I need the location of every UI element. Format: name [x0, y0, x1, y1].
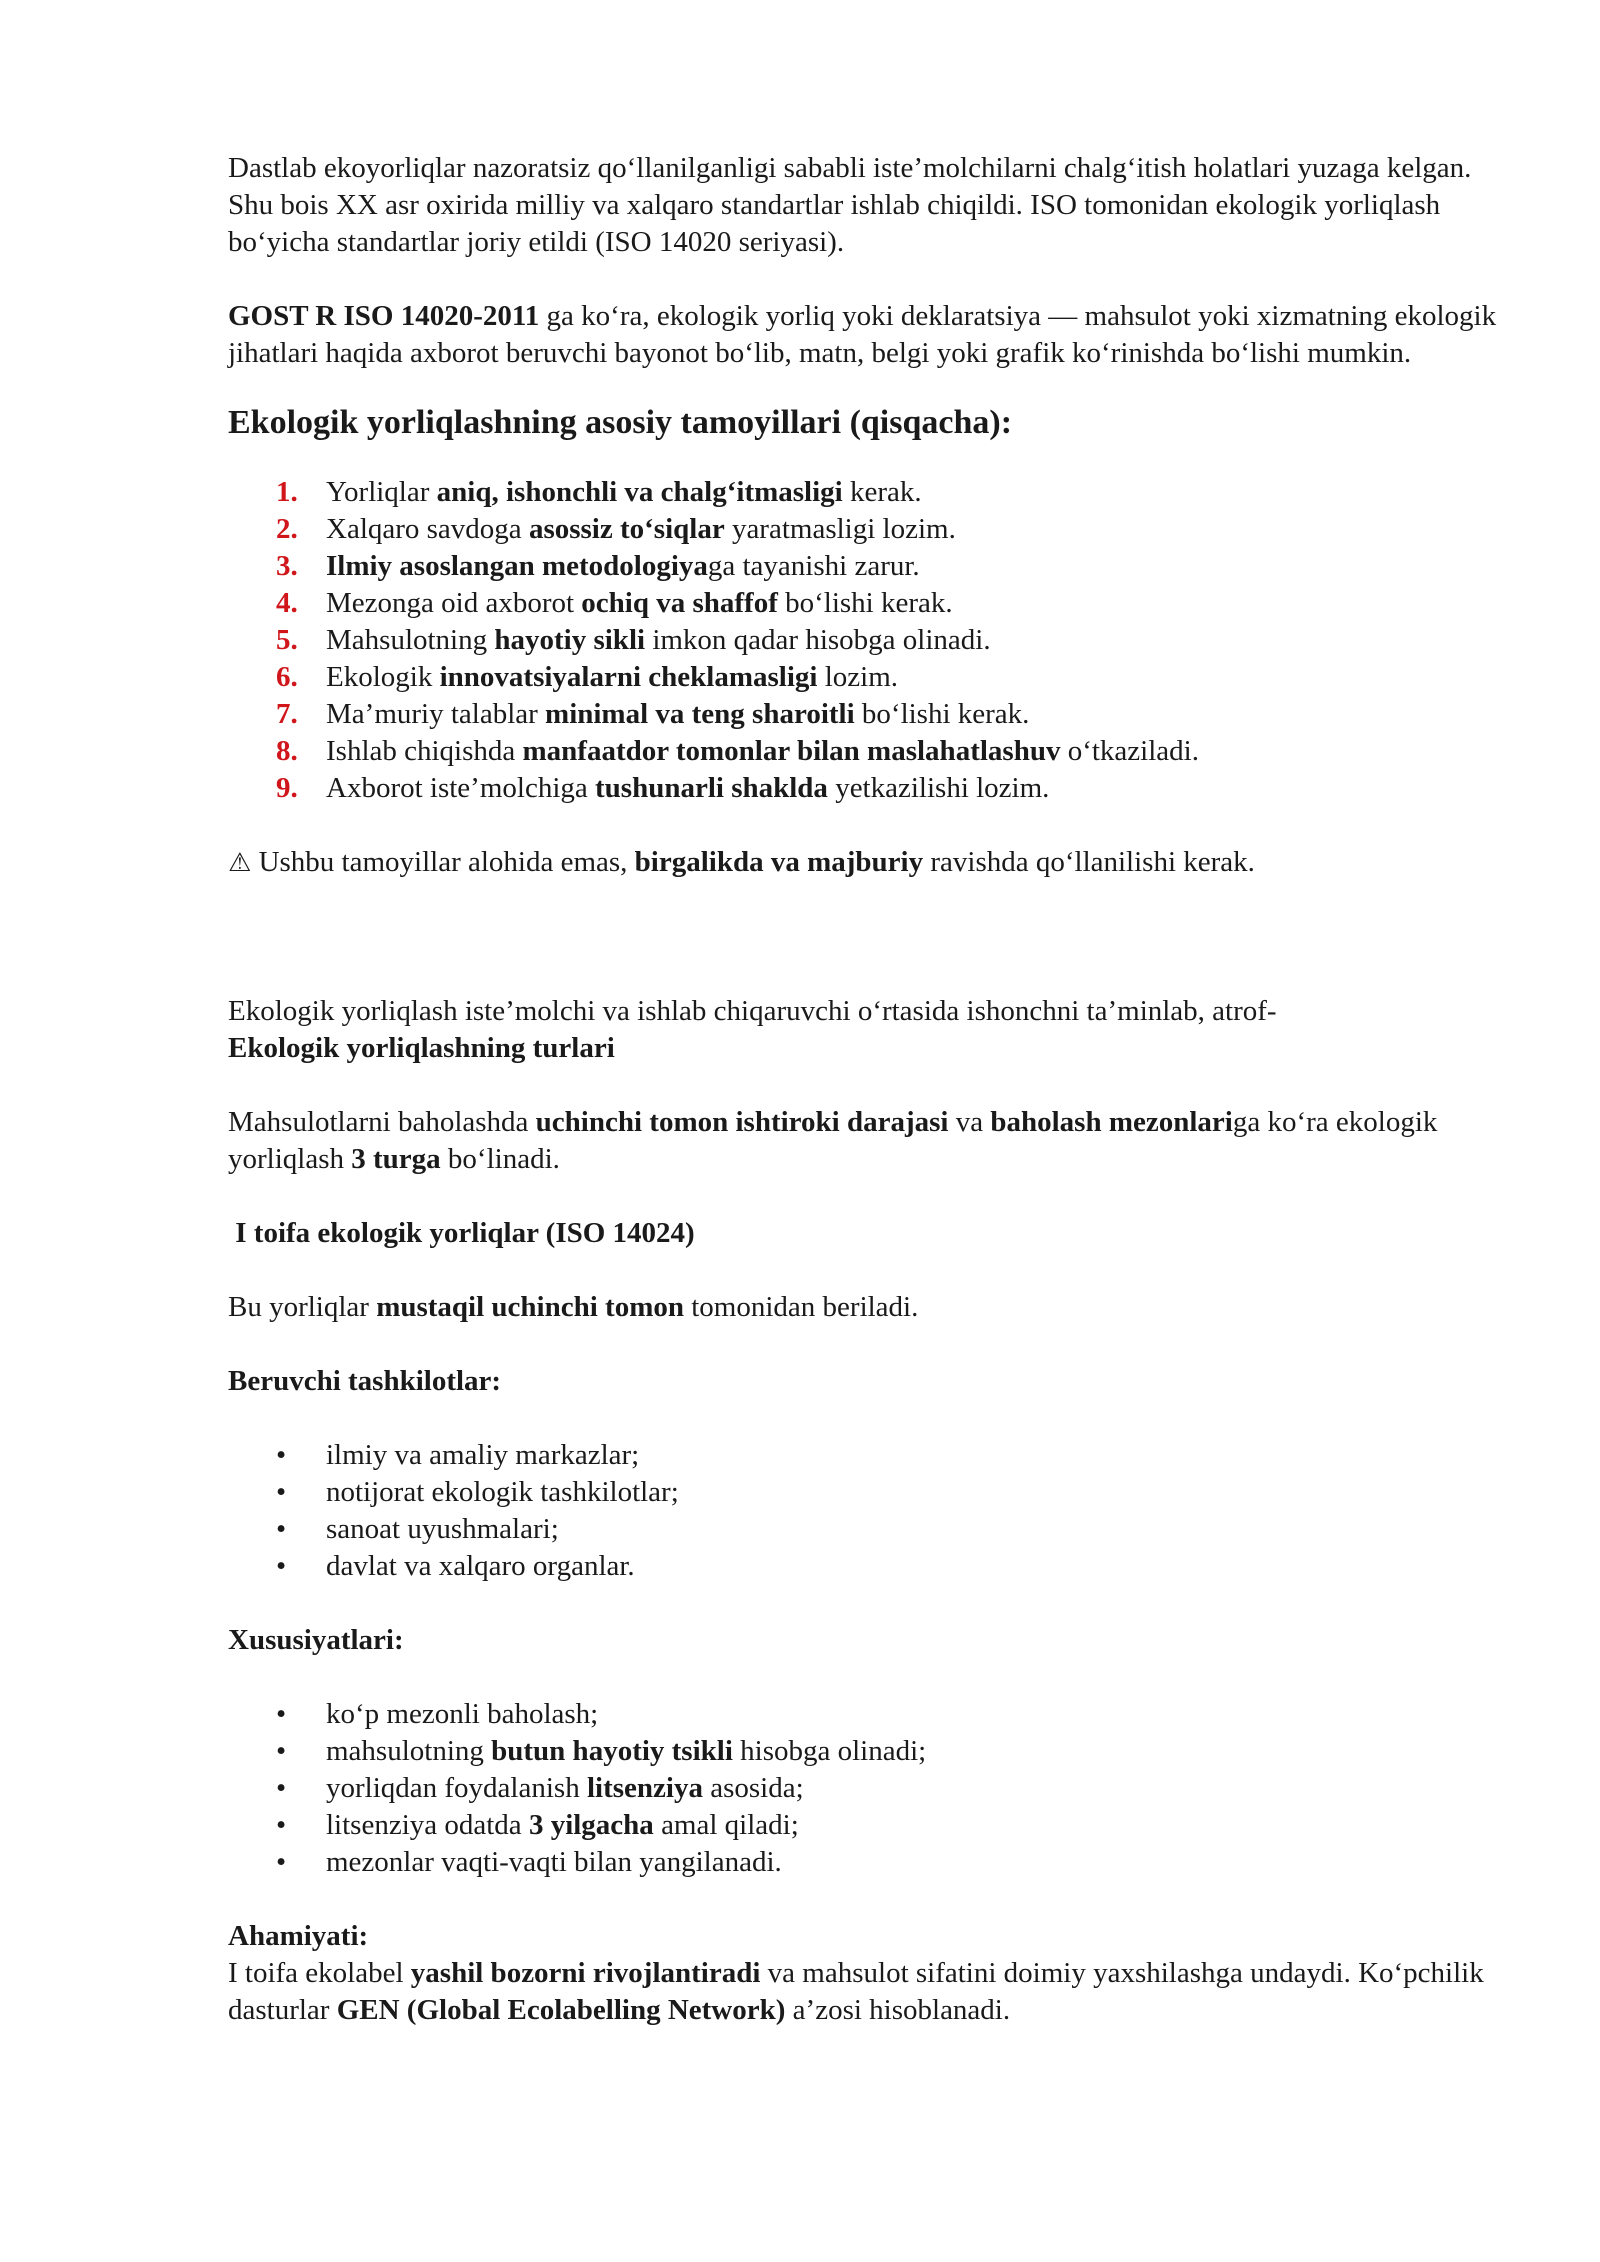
- gost-standard-name: GOST R ISO 14020-2011: [228, 300, 540, 332]
- list-item: 6. Ekologik innovatsiyalarni cheklamasligi lozim.: [276, 661, 898, 693]
- warning-icon: ⚠: [228, 848, 252, 878]
- list-item: 7. Ma’muriy talablar minimal va teng sharoitli bo‘lishi kerak.: [276, 698, 1030, 730]
- list-item: • mahsulotning butun hayotiy tsikli hisobga olinadi;: [276, 1735, 927, 1767]
- list-item: 4. Mezonga oid axborot ochiq va shaffof bo‘lishi kerak.: [276, 587, 953, 619]
- gost-paragraph: GOST R ISO 14020-2011 ga ko‘ra, ekologik yorliq yoki deklaratsiya — mahsulot yoki xizmatning ekologik jihatlari haqida axborot beruvchi bayonot bo‘lib, matn, belgi yoki grafik ko‘rinishda bo‘lishi mumkin.: [228, 300, 1497, 369]
- list-item: • litsenziya odatda 3 yilgacha amal qiladi;: [276, 1809, 799, 1841]
- features-heading: Xususiyatlari:: [228, 1624, 404, 1656]
- orgs-heading: Beruvchi tashkilotlar:: [228, 1365, 502, 1397]
- list-item: 1. Yorliqlar aniq, ishonchli va chalg‘itmasligi kerak.: [276, 476, 922, 508]
- list-item: 8. Ishlab chiqishda manfaatdor tomonlar bilan maslahatlashuv o‘tkaziladi.: [276, 735, 1199, 767]
- type1-heading: I toifa ekologik yorliqlar (ISO 14024): [228, 1217, 695, 1249]
- list-item: • ilmiy va amaliy markazlar;: [276, 1439, 640, 1471]
- list-item: 3. Ilmiy asoslangan metodologiyaga tayanishi zarur.: [276, 550, 920, 582]
- list-item: • ko‘p mezonli baholash;: [276, 1698, 599, 1730]
- list-item: • mezonlar vaqti-vaqti bilan yangilanadi.: [276, 1846, 782, 1878]
- list-item: • sanoat uyushmalari;: [276, 1513, 559, 1545]
- importance-heading: Ahamiyati:: [228, 1920, 369, 1952]
- importance-paragraph: I toifa ekolabel yashil bozorni rivojlantiradi va mahsulot sifatini doimiy yaxshilashga undaydi. Ko‘pchilik dasturlar GEN (Global Ecolabelling Network) a’zosi hisoblanadi.: [228, 1957, 1484, 2026]
- principles-heading: Ekologik yorliqlashning asosiy tamoyillari (qisqacha):: [228, 404, 1013, 441]
- orgs-list: [228, 1437, 1498, 1585]
- intro-paragraph: Dastlab ekoyorliqlar nazoratsiz qo‘llanilganligi sababli iste’molchilarni chalg‘itish holatlari yuzaga kelgan. Shu bois XX asr oxirida milliy va xalqaro standartlar ishlab chiqildi. ISO tomonidan ekologik yorliqlash bo‘yicha standartlar joriy etildi (ISO 14020 seriyasi).: [228, 152, 1472, 258]
- warning-paragraph: ⚠ Ushbu tamoyillar alohida emas, birgalikda va majburiy ravishda qo‘llanilishi kerak.: [228, 846, 1255, 878]
- document-content: [228, 150, 1498, 2029]
- list-item: 5. Mahsulotning hayotiy sikli imkon qadar hisobga olinadi.: [276, 624, 991, 656]
- type1-paragraph: Bu yorliqlar mustaqil uchinchi tomon tomonidan beriladi.: [228, 1291, 919, 1323]
- list-item: 2. Xalqaro savdoga asossiz to‘siqlar yaratmasligi lozim.: [276, 513, 956, 545]
- types-heading: Ekologik yorliqlashning turlari: [228, 1032, 615, 1064]
- features-list: [228, 1696, 1498, 1881]
- list-item: • yorliqdan foydalanish litsenziya asosida;: [276, 1772, 804, 1804]
- principles-list: [228, 474, 1498, 807]
- types-paragraph: Mahsulotlarni baholashda uchinchi tomon ishtiroki darajasi va baholash mezonlariga ko‘ra ekologik yorliqlash 3 turga bo‘linadi.: [228, 1106, 1438, 1175]
- list-item: • davlat va xalqaro organlar.: [276, 1550, 635, 1582]
- list-item: • notijorat ekologik tashkilotlar;: [276, 1476, 679, 1508]
- list-item: 9. Axborot iste’molchiga tushunarli shaklda yetkazilishi lozim.: [276, 772, 1050, 804]
- types-intro-line: Ekologik yorliqlash iste’molchi va ishlab chiqaruvchi o‘rtasida ishonchni ta’minlab, atrof-: [228, 995, 1277, 1027]
